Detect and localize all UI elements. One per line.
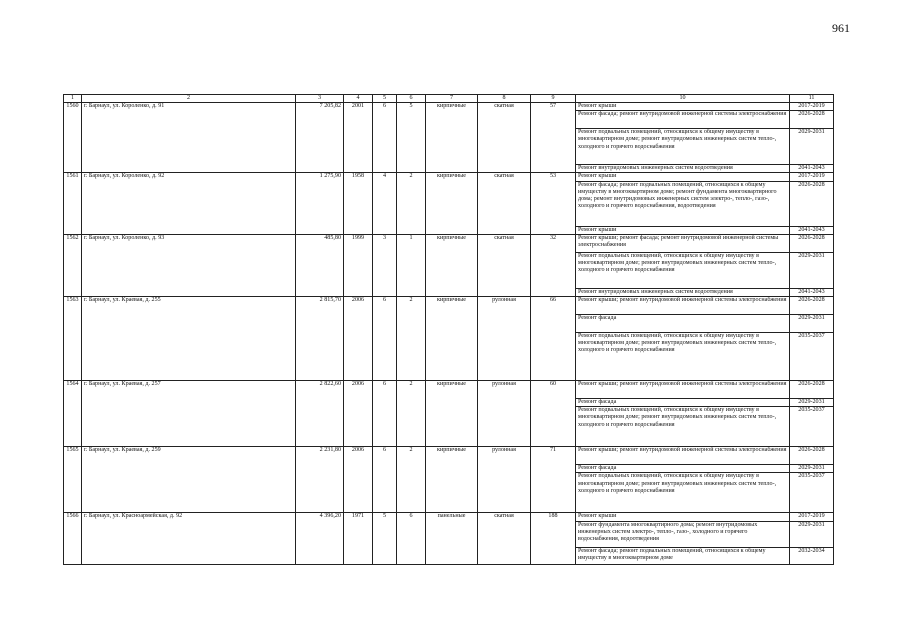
work-description: Ремонт подвальных помещений, относящихся к общему имуществу в многоквартирном доме; ремонт внутридомовых инженерных систем тепло-, холодного и горячего водоснабжения [576,473,790,513]
apartments-count: 60 [531,381,576,447]
work-period: 2041-2043 [790,165,834,173]
wall-material: кирпичные [426,173,478,234]
entrances-count: 6 [397,513,426,564]
work-period: 2017-2019 [790,513,834,521]
address: г. Барнаул, ул. Короленко, д. 91 [82,103,296,173]
apartments-count: 66 [531,297,576,381]
build-year: 1971 [344,513,373,564]
column-number-10: 10 [576,95,790,103]
work-description: Ремонт крыши; ремонт внутридомовой инженерной системы электроснабжения [576,297,790,315]
table-row [64,173,834,181]
total-area: 485,80 [296,234,344,296]
wall-material: кирпичные [426,297,478,381]
record-number: 1562 [64,234,82,296]
floors-count: 5 [373,513,397,564]
total-area: 2 815,70 [296,297,344,381]
wall-material: кирпичные [426,447,478,513]
record-number: 1563 [64,297,82,381]
work-period: 2029-2031 [790,129,834,165]
apartments-count: 53 [531,173,576,234]
work-description: Ремонт фасада [576,315,790,333]
entrances-count: 2 [397,173,426,234]
work-description: Ремонт крыши; ремонт фасада; ремонт внутридомовой инженерной системы электроснабжения [576,234,790,252]
build-year: 2001 [344,103,373,173]
apartments-count: 71 [531,447,576,513]
work-description: Ремонт фасада [576,399,790,407]
table-row [64,513,834,521]
work-period: 2029-2031 [790,521,834,547]
column-number-5: 5 [373,95,397,103]
floors-count: 4 [373,173,397,234]
work-description: Ремонт подвальных помещений, относящихся к общему имуществу в многоквартирном доме; ремонт внутридомовых инженерных систем тепло-, холодного и горячего водоснабжения [576,129,790,165]
roof-type: скатная [478,173,531,234]
roof-type: скатная [478,234,531,296]
column-number-header-row [64,95,834,103]
page-number: 961 [832,21,850,35]
work-period: 2029-2031 [790,399,834,407]
table-row [64,234,834,252]
total-area: 4 396,20 [296,513,344,564]
work-period: 2026-2028 [790,111,834,129]
work-period: 2029-2031 [790,315,834,333]
total-area: 2 822,60 [296,381,344,447]
work-description: Ремонт подвальных помещений, относящихся к общему имуществу в многоквартирном доме; ремонт внутридомовых инженерных систем тепло-, холодного и горячего водоснабжения [576,407,790,447]
build-year: 1958 [344,173,373,234]
work-description: Ремонт фасада [576,465,790,473]
apartments-count: 57 [531,103,576,173]
floors-count: 6 [373,297,397,381]
work-period: 2035-2037 [790,473,834,513]
work-description: Ремонт крыши; ремонт внутридомовой инженерной системы электроснабжения [576,447,790,465]
address: г. Барнаул, ул. Краевая, д. 257 [82,381,296,447]
work-period: 2032-2034 [790,547,834,564]
roof-type: рулонная [478,447,531,513]
column-number-1: 1 [64,95,82,103]
work-period: 2026-2028 [790,447,834,465]
record-number: 1564 [64,381,82,447]
column-number-6: 6 [397,95,426,103]
floors-count: 6 [373,103,397,173]
apartments-count: 188 [531,513,576,564]
roof-type: скатная [478,103,531,173]
column-number-11: 11 [790,95,834,103]
table-row [64,297,834,315]
work-description: Ремонт внутридомовых инженерных систем водоотведения [576,288,790,296]
address: г. Барнаул, ул. Короленко, д. 93 [82,234,296,296]
table-row [64,381,834,399]
record-number: 1566 [64,513,82,564]
work-period: 2017-2019 [790,103,834,111]
work-description: Ремонт фасада; ремонт подвальных помещений, относящихся к общему имуществу в многоквартирном доме [576,547,790,564]
wall-material: кирпичные [426,103,478,173]
build-year: 2006 [344,297,373,381]
housing-register-table [63,94,834,565]
address: г. Барнаул, ул. Красноармейская, д. 92 [82,513,296,564]
work-period: 2026-2028 [790,181,834,226]
work-description: Ремонт подвальных помещений, относящихся к общему имуществу в многоквартирном доме; ремонт внутридомовых инженерных систем тепло-, холодного и горячего водоснабжения [576,252,790,288]
work-description: Ремонт крыши [576,103,790,111]
work-period: 2026-2028 [790,297,834,315]
entrances-count: 2 [397,447,426,513]
work-description: Ремонт внутридомовых инженерных систем водоотведения [576,165,790,173]
build-year: 2006 [344,381,373,447]
work-period: 2035-2037 [790,407,834,447]
work-period: 2041-2043 [790,226,834,234]
record-number: 1565 [64,447,82,513]
total-area: 1 275,90 [296,173,344,234]
entrances-count: 2 [397,297,426,381]
work-description: Ремонт фасада; ремонт внутридомовой инженерной системы электроснабжения [576,111,790,129]
work-description: Ремонт подвальных помещений, относящихся к общему имуществу в многоквартирном доме; ремонт внутридомовых инженерных систем тепло-, холодного и горячего водоснабжения [576,333,790,381]
column-number-4: 4 [344,95,373,103]
work-description: Ремонт крыши [576,226,790,234]
roof-type: рулонная [478,381,531,447]
column-number-2: 2 [82,95,296,103]
roof-type: рулонная [478,297,531,381]
housing-register-body [64,103,834,565]
floors-count: 6 [373,381,397,447]
wall-material: кирпичные [426,234,478,296]
table-row [64,103,834,111]
work-period: 2017-2019 [790,173,834,181]
work-description: Ремонт фундамента многоквартирного дома; ремонт внутридомовых инженерных систем электро-, тепло-, газо-, холодного и горячего водоснабжения, водоотведения [576,521,790,547]
work-period: 2026-2028 [790,234,834,252]
work-description: Ремонт крыши; ремонт внутридомовой инженерной системы электроснабжения [576,381,790,399]
record-number: 1560 [64,103,82,173]
entrances-count: 1 [397,234,426,296]
column-number-7: 7 [426,95,478,103]
entrances-count: 5 [397,103,426,173]
column-number-8: 8 [478,95,531,103]
work-period: 2029-2031 [790,252,834,288]
floors-count: 3 [373,234,397,296]
work-description: Ремонт крыши [576,513,790,521]
roof-type: скатная [478,513,531,564]
work-period: 2041-2043 [790,288,834,296]
address: г. Барнаул, ул. Краевая, д. 259 [82,447,296,513]
work-period: 2029-2031 [790,465,834,473]
work-period: 2026-2028 [790,381,834,399]
total-area: 2 231,80 [296,447,344,513]
work-description: Ремонт фасада; ремонт подвальных помещений, относящихся к общему имуществу в многоквартирном доме; ремонт фундамента многоквартирного дома; ремонт внутридомовых инженерных систем электро-, тепло-, газо-, холодного и горячего водоснабжения, водоотведения [576,181,790,226]
column-number-3: 3 [296,95,344,103]
work-description: Ремонт крыши [576,173,790,181]
work-period: 2035-2037 [790,333,834,381]
table-row [64,447,834,465]
address: г. Барнаул, ул. Короленко, д. 92 [82,173,296,234]
column-number-9: 9 [531,95,576,103]
entrances-count: 2 [397,381,426,447]
floors-count: 6 [373,447,397,513]
wall-material: кирпичные [426,381,478,447]
record-number: 1561 [64,173,82,234]
apartments-count: 32 [531,234,576,296]
build-year: 2006 [344,447,373,513]
wall-material: панельные [426,513,478,564]
build-year: 1999 [344,234,373,296]
total-area: 7 205,82 [296,103,344,173]
address: г. Барнаул, ул. Краевая, д. 255 [82,297,296,381]
